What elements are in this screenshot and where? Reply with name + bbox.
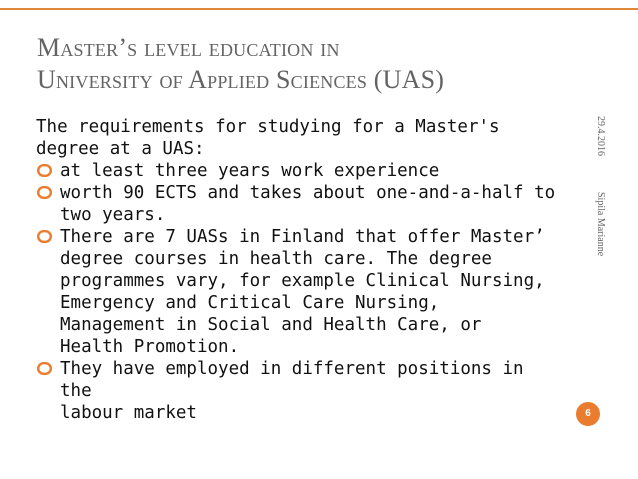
- bullet-line: programmes vary, for example Clinical Nursing,: [60, 271, 545, 291]
- bullet-ring-icon: [37, 186, 52, 199]
- slide-title: [37, 32, 597, 96]
- bullet-item-employment: [36, 358, 556, 424]
- bullet-line: worth 90 ECTS and takes about one-and-a-half to: [60, 183, 556, 203]
- title-line-2: University of Applied Sciences (UAS): [37, 65, 445, 94]
- bullet-item-ects: [36, 182, 556, 226]
- bullet-line: degree courses in health care. The degree: [60, 249, 492, 269]
- bullet-line: two years.: [60, 205, 166, 225]
- slide-content: [36, 116, 556, 424]
- bullet-line: Management in Social and Health Care, or: [60, 315, 482, 335]
- bullet-line: at least three years work experience: [60, 161, 440, 181]
- bullet-item-uas-programmes: [36, 226, 556, 358]
- bullet-line: Health Promotion.: [60, 337, 240, 357]
- bullet-line: There are 7 UASs in Finland that offer Master’: [60, 227, 545, 247]
- intro-text: [36, 116, 556, 160]
- bullet-line: They have employed in different positions in the: [60, 359, 524, 401]
- title-line-1: Master’s level education in: [37, 33, 340, 62]
- bullet-item-work-experience: [36, 160, 556, 182]
- intro-line-2: degree at a UAS:: [36, 139, 205, 159]
- side-date: 29.4.2016: [595, 116, 606, 156]
- bullet-ring-icon: [37, 164, 52, 177]
- bullet-line: labour market: [60, 403, 197, 423]
- bullet-ring-icon: [37, 362, 52, 375]
- bullet-line: Emergency and Critical Care Nursing,: [60, 293, 440, 313]
- intro-line-1: The requirements for studying for a Master's: [36, 117, 500, 137]
- top-divider-line: [0, 8, 638, 10]
- bullet-ring-icon: [37, 230, 52, 243]
- side-author-name: Sipila Marianne: [595, 192, 606, 257]
- page-number-badge: 6: [576, 402, 600, 426]
